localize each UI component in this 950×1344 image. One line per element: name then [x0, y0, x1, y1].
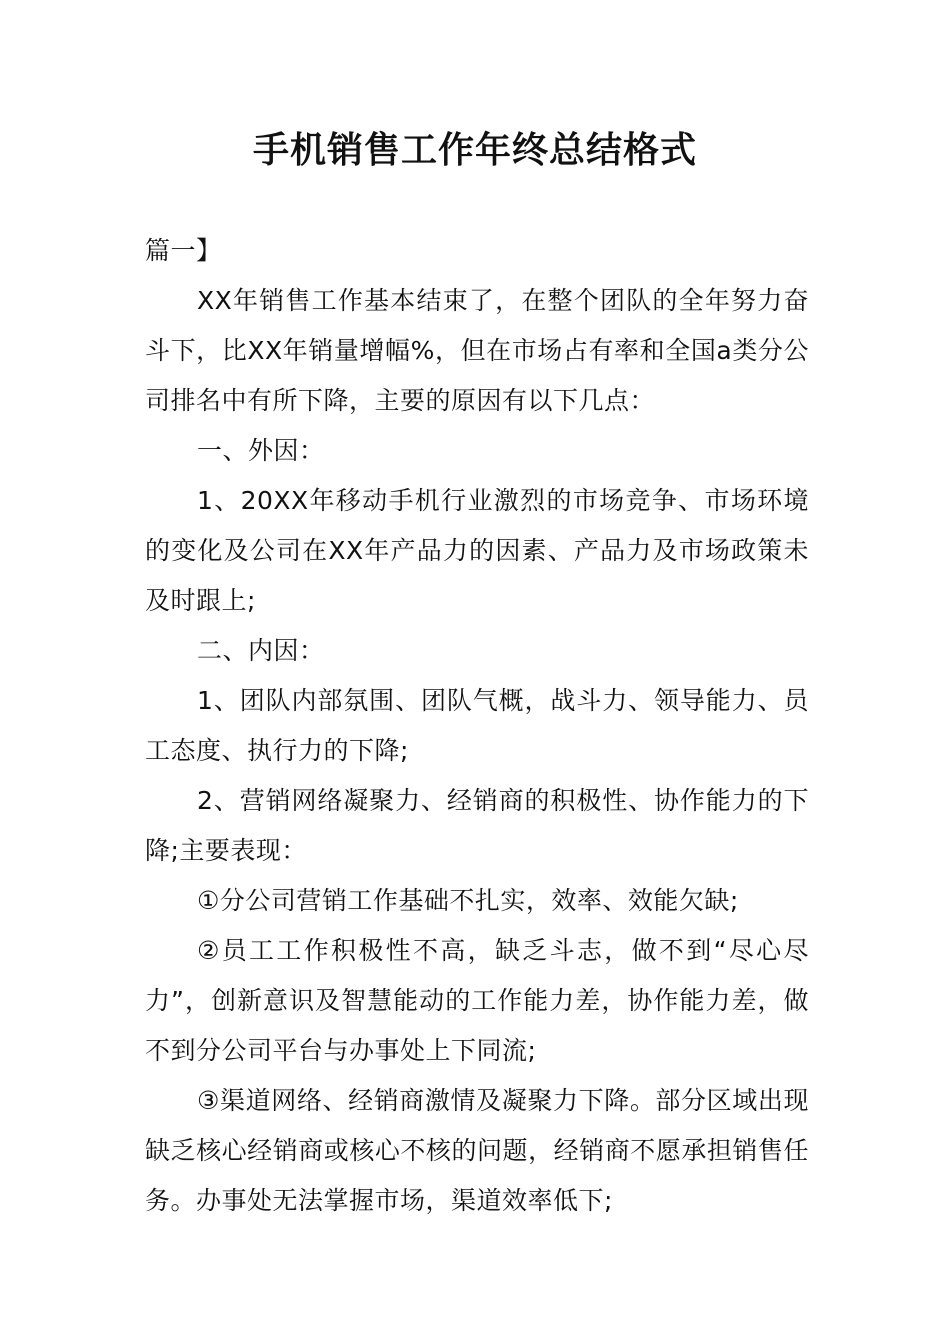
list-item-2: ②员工工作积极性不高，缺乏斗志，做不到“尽心尽力”，创新意识及智慧能动的工作能力差，协作能力差，做不到分公司平台与办事处上下同流;: [145, 936, 809, 1065]
heading-internal-causes: 二、内因：: [197, 636, 325, 665]
heading-external-causes: 一、外因：: [197, 436, 325, 465]
section-label: 篇一】: [145, 236, 222, 265]
paragraph-external-1: 1、20XX年移动手机行业激烈的市场竞争、市场环境的变化及公司在XX年产品力的因素、产品力及市场政策未及时跟上;: [145, 486, 809, 615]
document-body: [145, 226, 809, 1226]
paragraph-internal-1: 1、团队内部氛围、团队气概，战斗力、领导能力、员工态度、执行力的下降;: [145, 686, 809, 765]
paragraph-intro: XX年销售工作基本结束了，在整个团队的全年努力奋斗下，比XX年销量增幅%，但在市场占有率和全国a类分公司排名中有所下降，主要的原因有以下几点：: [145, 286, 809, 415]
list-item-3: ③渠道网络、经销商激情及凝聚力下降。部分区域出现缺乏核心经销商或核心不核的问题，经销商不愿承担销售任务。办事处无法掌握市场，渠道效率低下;: [145, 1086, 809, 1215]
list-item-1: ①分公司营销工作基础不扎实，效率、效能欠缺;: [197, 886, 739, 915]
paragraph-internal-2: 2、营销网络凝聚力、经销商的积极性、协作能力的下降;主要表现：: [145, 786, 809, 865]
document-title: 手机销售工作年终总结格式: [252, 130, 697, 171]
